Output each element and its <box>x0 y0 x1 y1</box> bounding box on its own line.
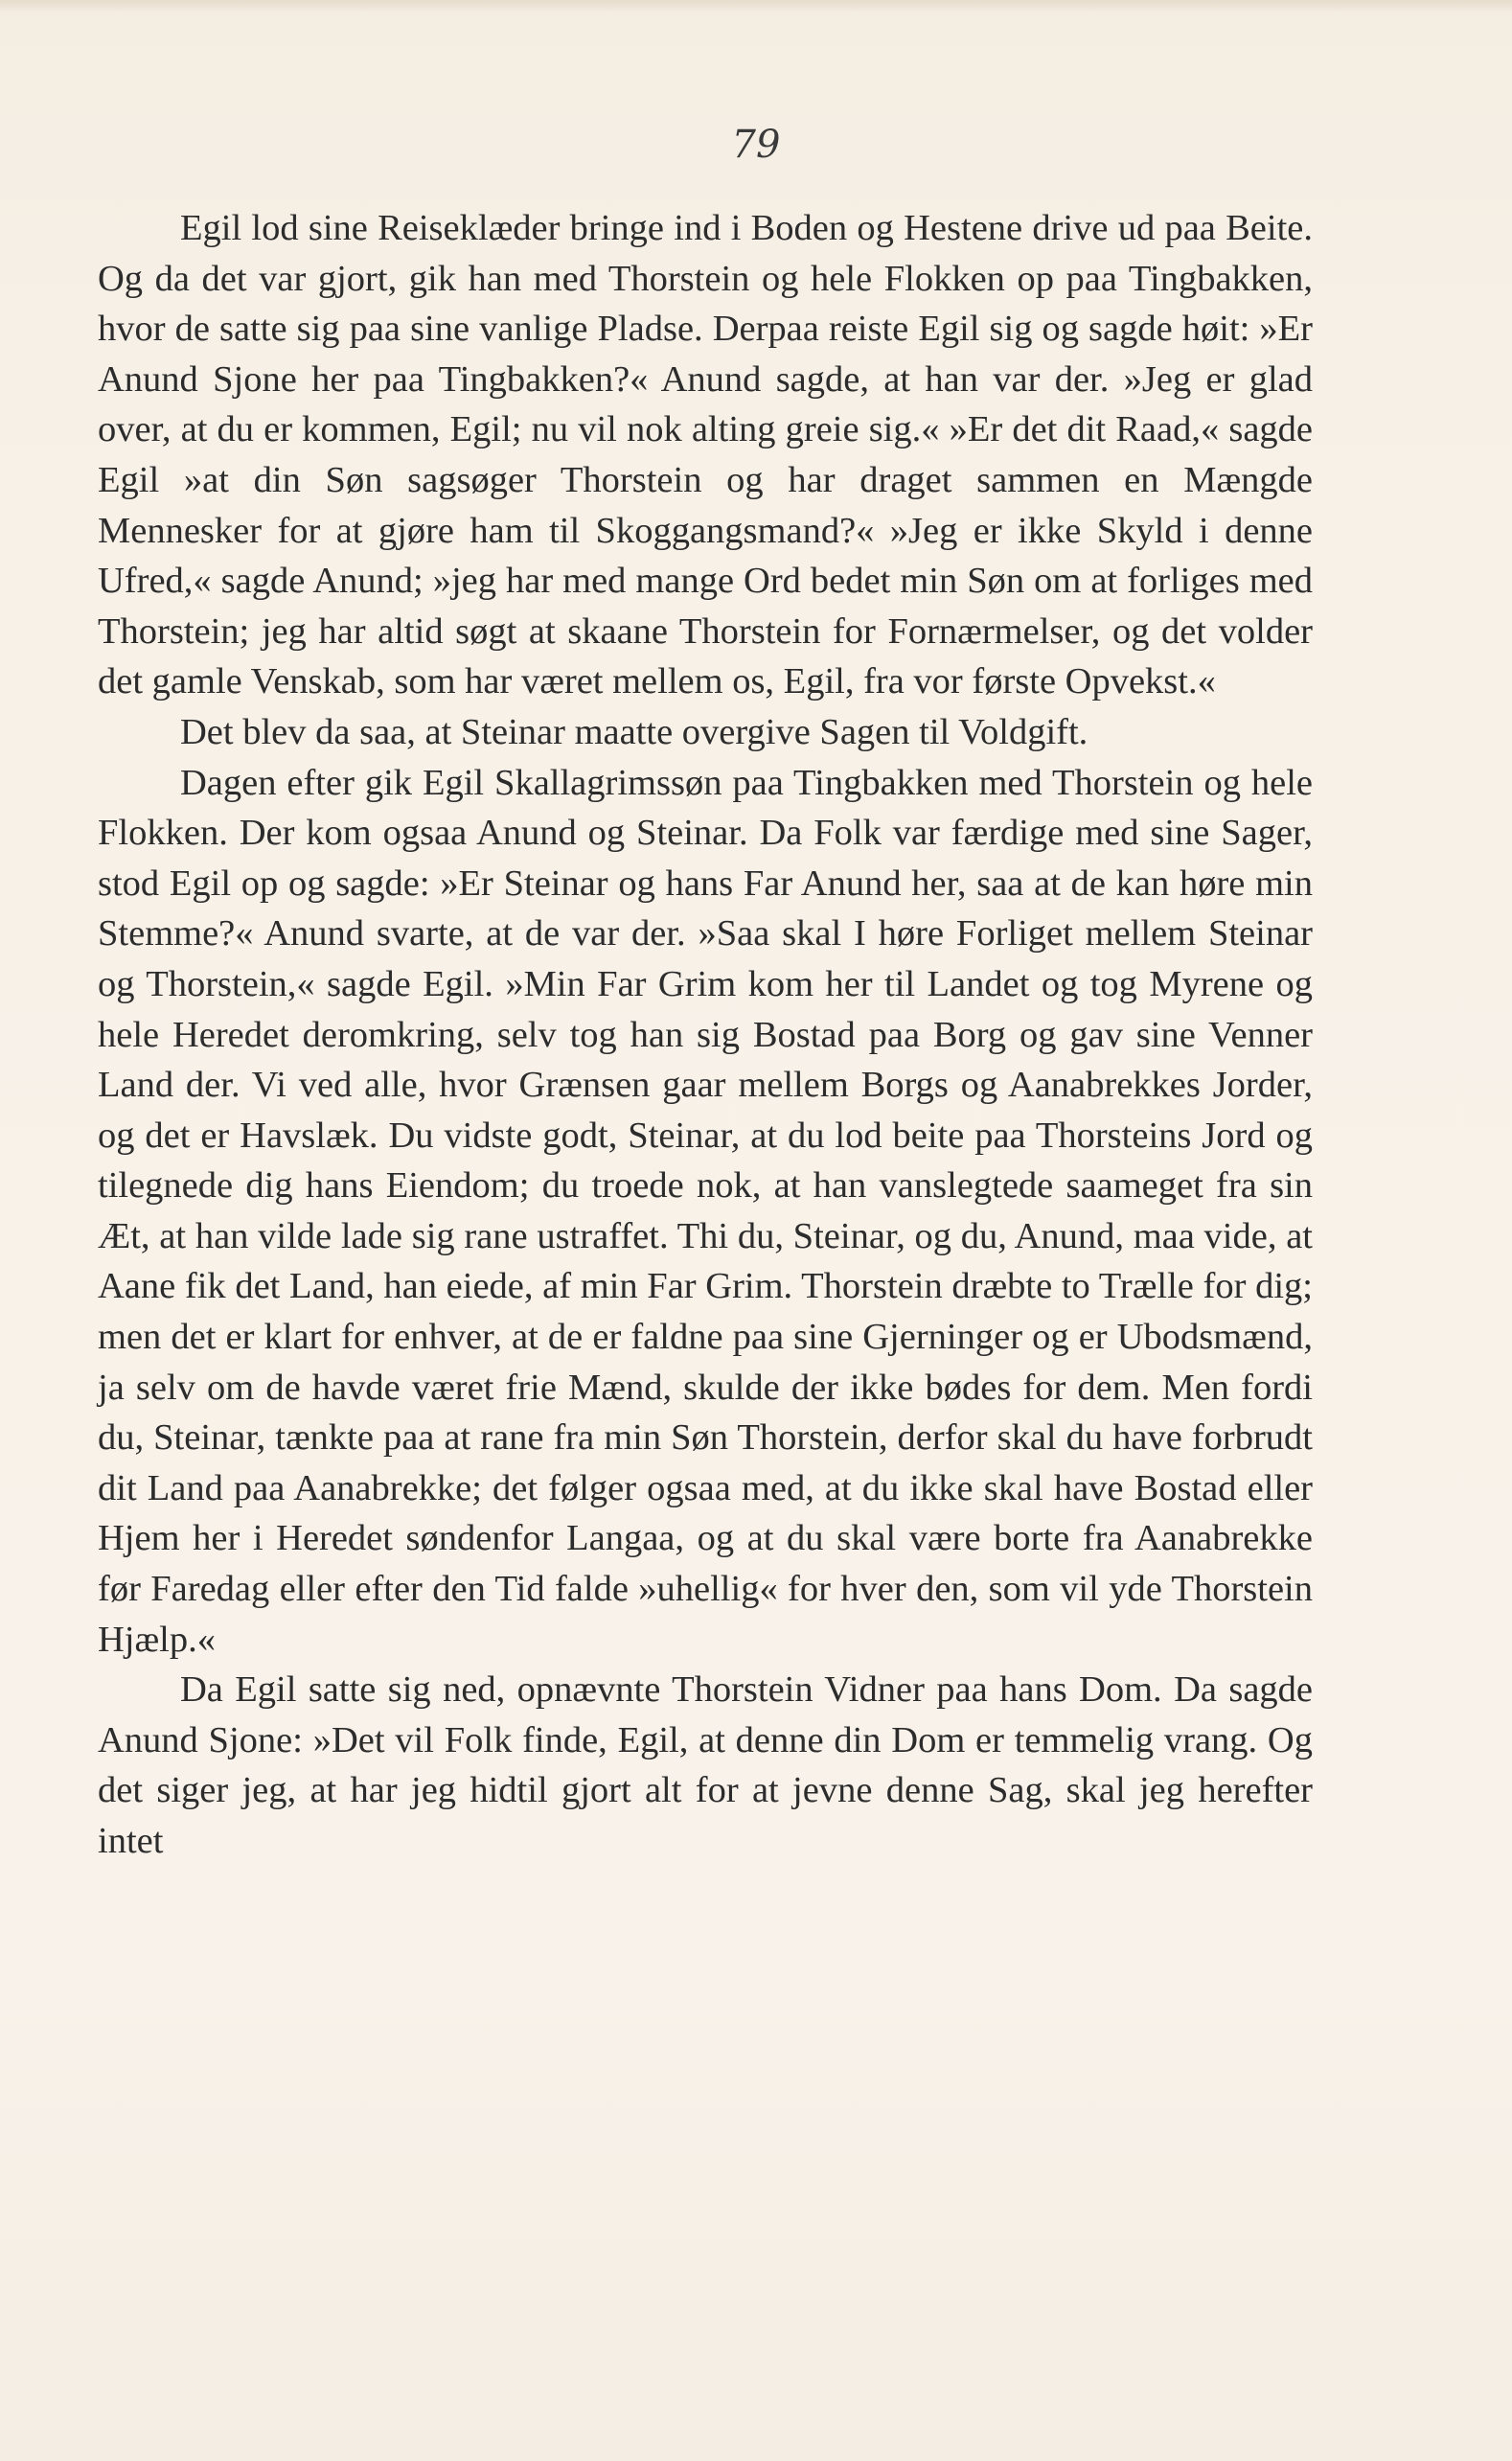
paragraph-2: Det blev da saa, at Steinar maatte overgive Sagen til Voldgift. <box>180 711 1088 752</box>
page-number: 79 <box>731 123 781 167</box>
page-top-edge <box>0 0 1512 13</box>
paragraph-3: Dagen efter gik Egil Skallagrimssøn paa Tingbakken med Thorstein og hele Flokken. Der kom ogsaa Anund og Steinar. Da Folk var færdige med sine Sager, stod Egil op og sagde: »Er Steinar og hans Far Anund her, saa at de kan høre min Stemme?« Anund svarte, at de var der. »Saa skal I høre Forliget mellem Steinar og Thorstein,« sagde Egil. »Min Far Grim kom her til Landet og tog Myrene og hele Heredet deromkring, selv tog han sig Bostad paa Borg og gav sine Venner Land der. Vi ved alle, hvor Grænsen gaar mellem Borgs og Aanabrekkes Jorder, og det er Havslæk. Du vidste godt, Steinar, at du lod beite paa Thorsteins Jord og tilegnede dig hans Eiendom; du troede nok, at han vanslegtede saameget fra sin Æt, at han vilde lade sig rane ustraffet. Thi du, Steinar, og du, Anund, maa vide, at Aane fik det Land, han eiede, af min Far Grim. Thorstein dræbte to Trælle for dig; men det er klart for enhver, at de er faldne paa sine Gjerninger og er Ubodsmænd, ja selv om de havde været frie Mænd, skulde der ikke bødes for dem. Men fordi du, Steinar, tænkte paa at rane fra min Søn Thorstein, derfor skal du have forbrudt dit Land paa Aanabrekke; det følger ogsaa med, at du ikke skal have Bostad eller Hjem her i Heredet søndenfor Langaa, og at du skal være borte fra Aanabrekke før Faredag eller efter den Tid falde »uhellig« for hver den, som vil yde Thorstein Hjælp.« <box>98 762 1313 1660</box>
body-text <box>98 203 1313 1867</box>
paragraph-4: Da Egil satte sig ned, opnævnte Thorstein Vidner paa hans Dom. Da sagde Anund Sjone: »Det vil Folk finde, Egil, at denne din Dom er temmelig vrang. Og det siger jeg, at har jeg hidtil gjort alt for at jevne denne Sag, skal jeg herefter intet <box>98 1669 1313 1861</box>
paragraph-1: Egil lod sine Reiseklæder bringe ind i Boden og Hestene drive ud paa Beite. Og da det var gjort, gik han med Thorstein og hele Flokken op paa Tingbakken, hvor de satte sig paa sine vanlige Pladse. Derpaa reiste Egil sig og sagde høit: »Er Anund Sjone her paa Tingbakken?« Anund sagde, at han var der. »Jeg er glad over, at du er kommen, Egil; nu vil nok alting greie sig.« »Er det dit Raad,« sagde Egil »at din Søn sagsøger Thorstein og har draget sammen en Mængde Mennesker for at gjøre ham til Skoggangsmand?« »Jeg er ikke Skyld i denne Ufred,« sagde Anund; »jeg har med mange Ord bedet min Søn om at forliges med Thorstein; jeg har altid søgt at skaane Thorstein for Fornærmelser, og det volder det gamle Venskab, som har været mellem os, Egil, fra vor første Opvekst.« <box>98 208 1313 702</box>
